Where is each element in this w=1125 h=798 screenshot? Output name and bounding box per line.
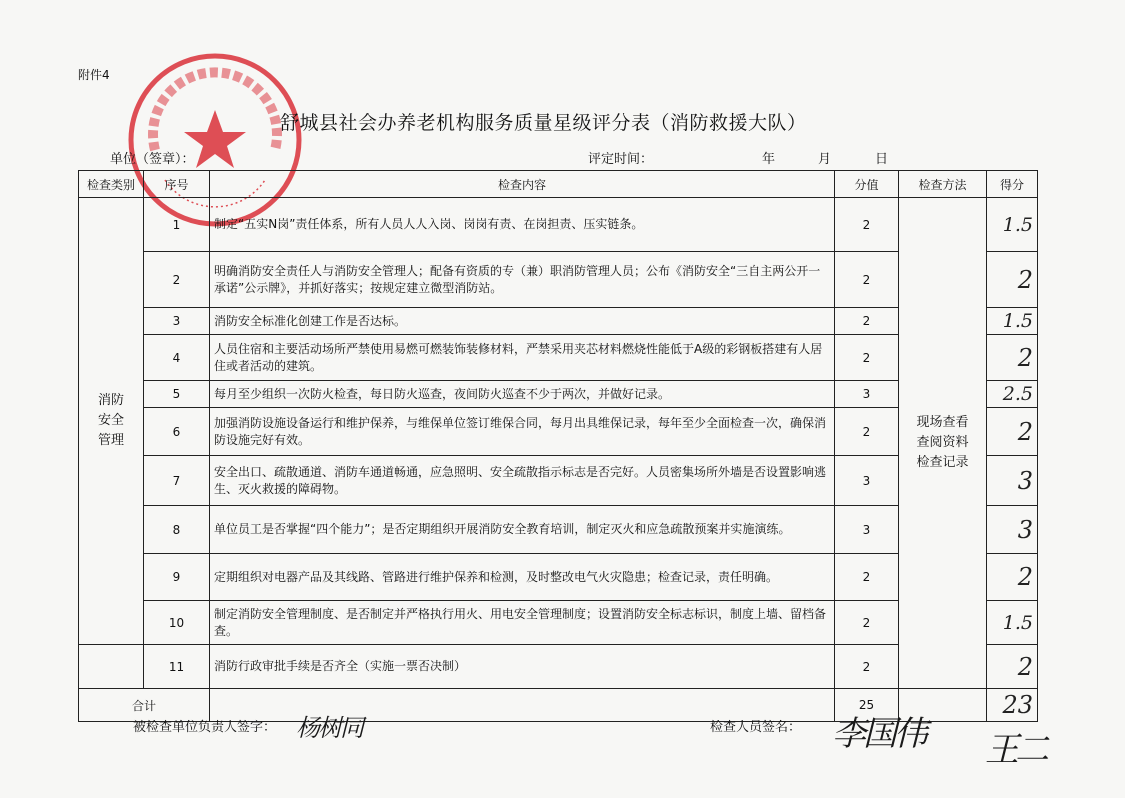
inspected-signature-label: 被检查单位负责人签字： <box>133 720 277 735</box>
attachment-label: 附件4 <box>78 68 110 82</box>
page-title: 舒城县社会办养老机构服务质量星级评分表（消防救援大队） <box>280 112 807 134</box>
content-cell: 加强消防设施设备运行和维护保养，与维保单位签订维保合同，每月出具维保记录，每年至少全面检查一次，确保消防设施完好有效。 <box>210 408 835 456</box>
points-cell: 2 <box>835 554 899 601</box>
header-method: 检查方法 <box>899 171 987 198</box>
table-row <box>79 408 1038 456</box>
seq-cell: 2 <box>144 252 210 308</box>
score-table <box>78 170 1038 722</box>
table-row <box>79 601 1038 645</box>
table-row <box>79 308 1038 335</box>
unit-seal-label: 单位（签章）： <box>110 152 195 167</box>
category-text: 消防 安全 管理 <box>97 393 124 448</box>
score-cell: 1.5 <box>987 601 1038 645</box>
inspector-signature-1: 李国伟 <box>832 714 925 754</box>
seq-cell: 5 <box>144 381 210 408</box>
content-cell: 定期组织对电器产品及其线路、管路进行维护保养和检测，及时整改电气火灾隐患；检查记录，责任明确。 <box>210 554 835 601</box>
points-cell: 3 <box>835 506 899 554</box>
table-row <box>79 456 1038 506</box>
inspector-signature-label: 检查人员签名： <box>710 720 802 735</box>
seq-cell: 10 <box>144 601 210 645</box>
seq-cell: 3 <box>144 308 210 335</box>
header-content: 检查内容 <box>210 171 835 198</box>
header-seq: 序号 <box>144 171 210 198</box>
method-text: 现场查看 查阅资料 检查记录 <box>916 415 969 470</box>
method-cell <box>899 198 987 689</box>
content-cell: 制定消防安全管理制度、是否制定并严格执行用火、用电安全管理制度；设置消防安全标志标识，制度上墙、留档备查。 <box>210 601 835 645</box>
content-cell: 消防行政审批手续是否齐全（实施一票否决制） <box>210 645 835 689</box>
points-cell: 3 <box>835 456 899 506</box>
score-cell: 2 <box>987 335 1038 381</box>
content-cell: 安全出口、疏散通道、消防车通道畅通，应急照明、安全疏散指示标志是否完好。人员密集场所外墙是否设置影响逃生、灭火救援的障碍物。 <box>210 456 835 506</box>
table-row <box>79 381 1038 408</box>
seq-cell: 11 <box>144 645 210 689</box>
content-cell: 消防安全标准化创建工作是否达标。 <box>210 308 835 335</box>
score-cell: 2 <box>987 554 1038 601</box>
seq-cell: 7 <box>144 456 210 506</box>
content-cell: 单位员工是否掌握“四个能力”；是否定期组织开展消防安全教育培训，制定灭火和应急疏散预案并实施演练。 <box>210 506 835 554</box>
header-points: 分值 <box>835 171 899 198</box>
score-cell: 2 <box>987 252 1038 308</box>
score-cell: 1.5 <box>987 198 1038 252</box>
points-cell: 2 <box>835 308 899 335</box>
eval-day-label: 日 <box>875 152 889 167</box>
content-cell: 制定“五实N岗”责任体系，所有人员人人入岗、岗岗有责、在岗担责、压实链条。 <box>210 198 835 252</box>
seq-cell: 6 <box>144 408 210 456</box>
table-row <box>79 252 1038 308</box>
table-row <box>79 198 1038 252</box>
table-row <box>79 554 1038 601</box>
seq-cell: 9 <box>144 554 210 601</box>
seq-cell: 1 <box>144 198 210 252</box>
score-cell: 2.5 <box>987 381 1038 408</box>
points-cell: 2 <box>835 252 899 308</box>
table-row <box>79 335 1038 381</box>
inspected-signature: 杨树同 <box>296 714 362 742</box>
points-cell: 2 <box>835 408 899 456</box>
inspector-signature-2: 王二 <box>985 730 1045 770</box>
content-cell: 明确消防安全责任人与消防安全管理人；配备有资质的专（兼）职消防管理人员；公布《消防安全“三自主两公开一承诺”公示牌》，并抓好落实；按规定建立微型消防站。 <box>210 252 835 308</box>
score-cell: 2 <box>987 408 1038 456</box>
score-cell: 3 <box>987 506 1038 554</box>
eval-month-label: 月 <box>818 152 832 167</box>
content-cell: 人员住宿和主要活动场所严禁使用易燃可燃装饰装修材料，严禁采用夹芯材料燃烧性能低于A级的彩钢板搭建有人居住或者活动的建筑。 <box>210 335 835 381</box>
content-cell: 每月至少组织一次防火检查，每日防火巡查，夜间防火巡查不少于两次，并做好记录。 <box>210 381 835 408</box>
total-points: 25 <box>835 689 899 722</box>
table-header-row <box>79 171 1038 198</box>
table-row <box>79 506 1038 554</box>
header-category: 检查类别 <box>79 171 144 198</box>
points-cell: 2 <box>835 601 899 645</box>
points-cell: 2 <box>835 645 899 689</box>
points-cell: 2 <box>835 198 899 252</box>
score-cell: 2 <box>987 645 1038 689</box>
eval-year-label: 年 <box>762 152 776 167</box>
points-cell: 3 <box>835 381 899 408</box>
total-score: 23 <box>987 689 1038 722</box>
score-cell: 3 <box>987 456 1038 506</box>
points-cell: 2 <box>835 335 899 381</box>
total-label: 合计 <box>79 689 210 722</box>
seq-cell: 4 <box>144 335 210 381</box>
eval-time-label: 评定时间： <box>588 152 654 167</box>
table-row <box>79 645 1038 689</box>
score-cell: 1.5 <box>987 308 1038 335</box>
category-cell <box>79 198 144 645</box>
header-score: 得分 <box>987 171 1038 198</box>
category-cell-empty <box>79 645 144 689</box>
seq-cell: 8 <box>144 506 210 554</box>
